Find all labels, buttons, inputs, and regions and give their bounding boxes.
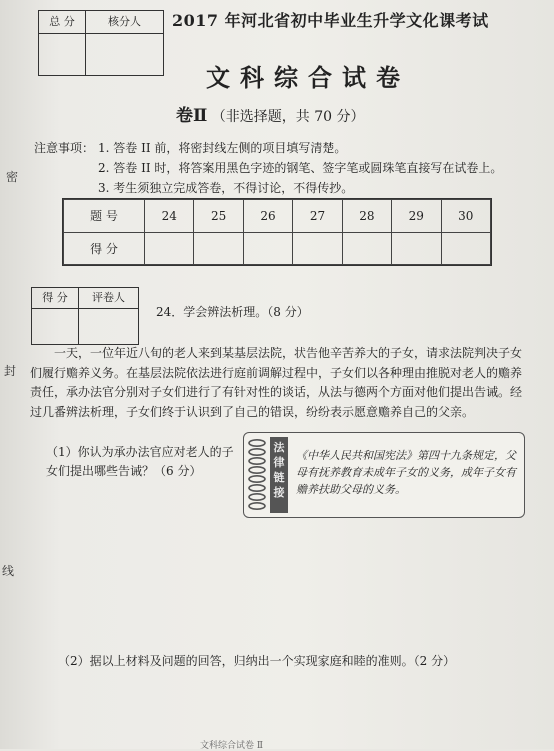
- margin-char-mi: 密: [6, 170, 19, 184]
- law-link-tag: 法律链接: [270, 437, 288, 513]
- score-cell[interactable]: [392, 232, 441, 265]
- grader-name-header: 评卷人: [79, 288, 138, 309]
- page-footer: 文科综合试卷 Ⅱ: [200, 741, 263, 751]
- checker-header: 核分人: [86, 11, 163, 34]
- margin-char-xian: 线: [2, 564, 15, 578]
- question-24-title: 24．学会辨法析理。（8 分）: [156, 305, 309, 319]
- volume-desc: （非选择题，共 70 分）: [211, 109, 365, 125]
- question-number-28: 28: [342, 200, 391, 233]
- score-cell[interactable]: [194, 232, 243, 265]
- total-score-box: [38, 10, 164, 76]
- notebook-spiral-icon: [246, 437, 268, 513]
- exam-title: 2017 年河北省初中毕业生升学文化课考试: [172, 11, 489, 30]
- question-material: [30, 344, 526, 422]
- notice-label: 注意事项：: [34, 141, 95, 155]
- question-number-25: 25: [194, 200, 243, 233]
- notice-item-3: 3. 考生须独立完成答卷，不得讨论，不得传抄。: [98, 181, 354, 195]
- volume-title: [176, 101, 365, 126]
- score-label: 得 分: [64, 232, 145, 265]
- grader-score-header: 得 分: [32, 288, 79, 309]
- question-number-29: 29: [392, 200, 441, 233]
- grader-box: [31, 287, 139, 345]
- notice-item-2: 2. 答卷 II 时，将答案用黑色字迹的钢笔、签字笔或圆珠笔直接写在试卷上。: [98, 161, 503, 175]
- score-table: [62, 198, 492, 266]
- law-link-box: [243, 432, 525, 518]
- question-number-27: 27: [293, 200, 342, 233]
- score-cell[interactable]: [293, 232, 342, 265]
- question-number-26: 26: [243, 200, 292, 233]
- material-text: 一天，一位年近八旬的老人来到某基层法院，状告他辛苦养大的子女，请求法院判决子女们履行赡养义务。在基层法院依法进行庭前调解过程中，子女们以各种理由推脱对老人的赡养责任，承办法官分别对子女们进行了有针对性的谈话，从法与德两个方面对他们提出告诫。经过几番辨法析理，子女们终于认识到了自己的错误，纷纷表示愿意赡养自己的父亲。: [30, 346, 523, 419]
- margin-char-feng: 封: [4, 364, 17, 378]
- volume-name: 卷Ⅱ: [176, 106, 208, 126]
- score-cell[interactable]: [441, 232, 490, 265]
- score-cell[interactable]: [342, 232, 391, 265]
- score-cell[interactable]: [145, 232, 194, 265]
- sub-question-1: （1）你认为承办法官应对老人的子女们提出哪些告诫？（6 分）: [46, 445, 234, 478]
- total-score-header: 总 分: [39, 11, 86, 34]
- question-number-label: 题 号: [64, 200, 145, 233]
- law-link-text: 《中华人民共和国宪法》第四十九条规定，父母有抚养教育未成年子女的义务，成年子女有赡养扶助父母的义务。: [296, 449, 516, 496]
- total-score-cell: [39, 34, 86, 75]
- question-number-30: 30: [441, 200, 490, 233]
- score-cell[interactable]: [243, 232, 292, 265]
- question-number-24: 24: [145, 200, 194, 233]
- sub-question-2: （2）据以上材料及问题的回答，归纳出一个实现家庭和睦的准则。（2 分）: [58, 654, 456, 668]
- main-title: 文科综合试卷: [206, 63, 410, 92]
- grader-score-cell: [32, 309, 79, 344]
- notice-item-1: 1. 答卷 II 前，将密封线左侧的项目填写清楚。: [98, 141, 347, 155]
